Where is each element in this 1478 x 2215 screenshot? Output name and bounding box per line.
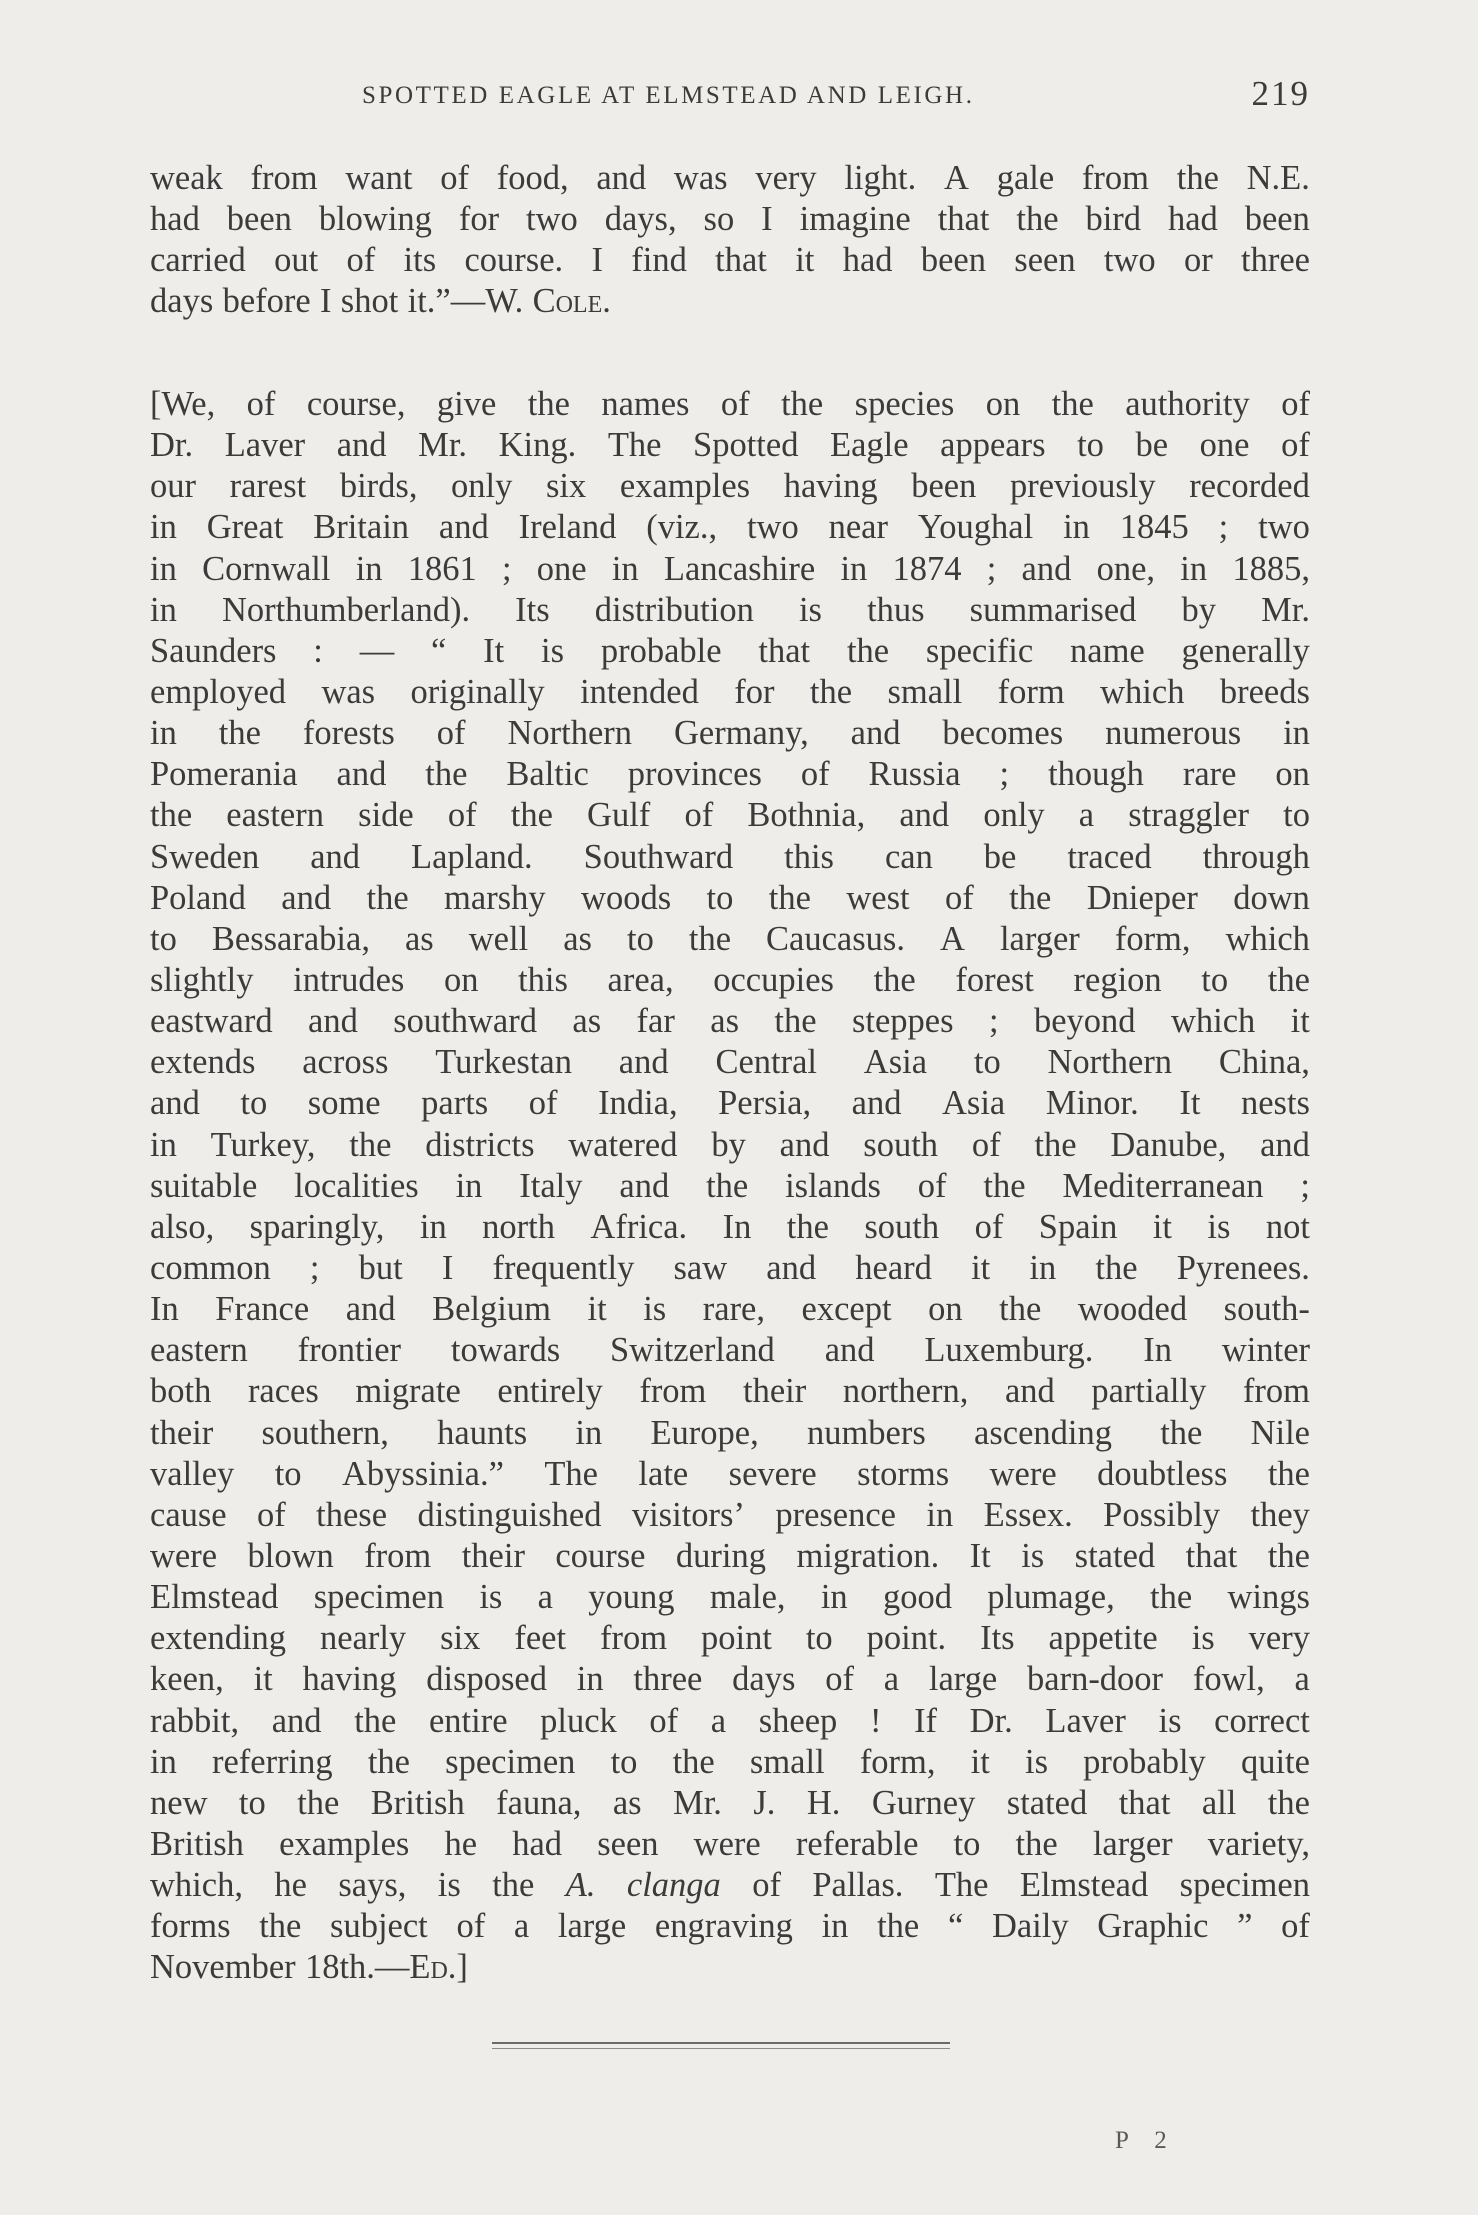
text-line: common ; but I frequently saw and heard it in the Pyrenees. <box>150 1248 1310 1287</box>
text-line: Elmstead specimen is a young male, in good plumage, the wings <box>150 1578 1310 1617</box>
page-number: 219 <box>1251 74 1310 113</box>
text-line: extending nearly six feet from point to point. Its appetite is very <box>150 1619 1310 1658</box>
text-line: had been blowing for two days, so I imagine that the bird had been <box>150 200 1310 238</box>
text-line: Sweden and Lapland. Southward this can be traced through <box>150 837 1310 876</box>
text-line: in referring the specimen to the small form, it is probably quite <box>150 1742 1310 1781</box>
paragraph-letter-end <box>150 158 1310 322</box>
text-line: and to some parts of India, Persia, and Asia Minor. It nests <box>150 1084 1310 1123</box>
text-line: Dr. Laver and Mr. King. The Spotted Eagle appears to be one of <box>150 426 1310 465</box>
text-line: in Turkey, the districts watered by and south of the Danube, and <box>150 1125 1310 1164</box>
text-line: suitable localities in Italy and the islands of the Mediterranean ; <box>150 1166 1310 1205</box>
text-line: in Cornwall in 1861 ; one in Lancashire in 1874 ; and one, in 1885, <box>150 549 1310 588</box>
text-line: days before I shot it.”—W. Cole. <box>150 282 611 320</box>
text-line: forms the subject of a large engraving in the “ Daily Graphic ” of <box>150 1907 1310 1946</box>
text-line: November 18th.—Ed.] <box>150 1948 468 1987</box>
text-line: in Northumberland). Its distribution is thus summarised by Mr. <box>150 590 1310 629</box>
text-line: were blown from their course during migration. It is stated that the <box>150 1536 1310 1575</box>
text-line: In France and Belgium it is rare, except on the wooded south- <box>150 1290 1310 1329</box>
text-line: both races migrate entirely from their northern, and partially from <box>150 1372 1310 1411</box>
running-head-title: SPOTTED EAGLE AT ELMSTEAD AND LEIGH. <box>362 82 975 109</box>
text-line: rabbit, and the entire pluck of a sheep ! If Dr. Laver is correct <box>150 1701 1310 1740</box>
text-line: new to the British fauna, as Mr. J. H. Gurney stated that all the <box>150 1783 1310 1822</box>
signature-mark: P 2 <box>1115 2127 1177 2154</box>
text-line: which, he says, is the A. clanga of Pallas. The Elmstead specimen <box>150 1866 1310 1905</box>
text-line: cause of these distinguished visitors’ presence in Essex. Possibly they <box>150 1495 1310 1534</box>
text-line: also, sparingly, in north Africa. In the south of Spain it is not <box>150 1207 1310 1246</box>
text-line: valley to Abyssinia.” The late severe storms were doubtless the <box>150 1454 1310 1493</box>
text-line: their southern, haunts in Europe, numbers ascending the Nile <box>150 1413 1310 1452</box>
section-rule <box>492 2042 950 2049</box>
text-line: Pomerania and the Baltic provinces of Russia ; though rare on <box>150 755 1310 794</box>
text-line: weak from want of food, and was very light. A gale from the N.E. <box>150 159 1310 197</box>
text-line: in Great Britain and Ireland (viz., two near Youghal in 1845 ; two <box>150 508 1310 547</box>
text-line: British examples he had seen were referable to the larger variety, <box>150 1824 1310 1863</box>
text-line: [We, of course, give the names of the species on the authority of <box>150 385 1310 423</box>
text-line: employed was originally intended for the small form which breeds <box>150 672 1310 711</box>
text-line: extends across Turkestan and Central Asia to Northern China, <box>150 1043 1310 1082</box>
text-line: the eastern side of the Gulf of Bothnia, and only a straggler to <box>150 796 1310 835</box>
text-line: our rarest birds, only six examples having been previously recorded <box>150 467 1310 506</box>
text-line: to Bessarabia, as well as to the Caucasus. A larger form, which <box>150 919 1310 958</box>
text-line: carried out of its course. I find that it had been seen two or three <box>150 241 1310 279</box>
text-line: eastern frontier towards Switzerland and Luxemburg. In winter <box>150 1331 1310 1370</box>
text-line: Poland and the marshy woods to the west of the Dnieper down <box>150 878 1310 917</box>
text-line: eastward and southward as far as the steppes ; beyond which it <box>150 1002 1310 1041</box>
running-head <box>362 74 1328 114</box>
text-line: slightly intrudes on this area, occupies the forest region to the <box>150 960 1310 999</box>
paragraph-editor-note <box>150 384 1310 1988</box>
text-line: in the forests of Northern Germany, and becomes numerous in <box>150 714 1310 753</box>
text-line: keen, it having disposed in three days of a large barn-door fowl, a <box>150 1660 1310 1699</box>
text-line: Saunders : — “ It is probable that the specific name generally <box>150 631 1310 670</box>
